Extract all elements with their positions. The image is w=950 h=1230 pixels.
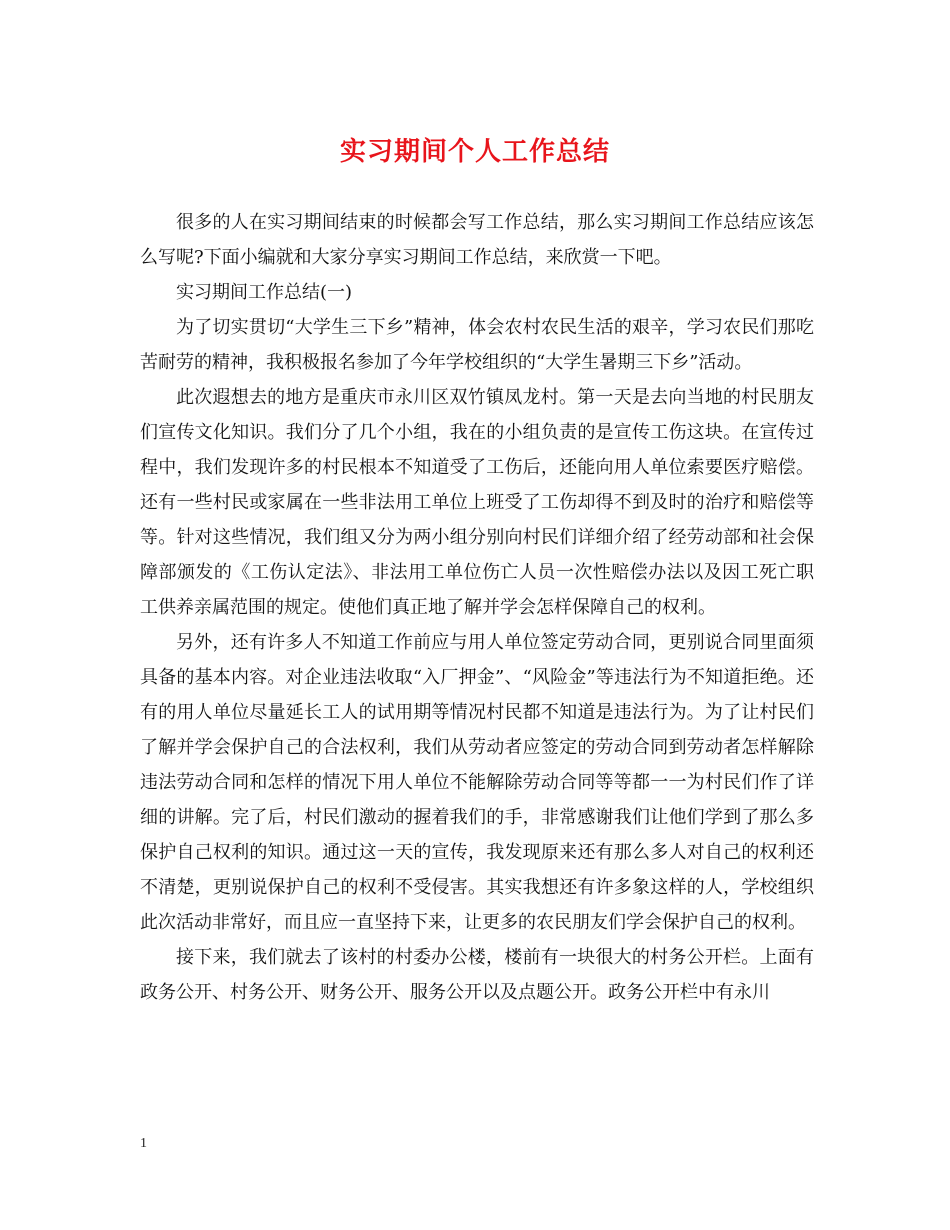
- paragraph: 为了切实贯切“大学生三下乡”精神，体会农村农民生活的艰辛，学习农民们那吃苦耐劳的精神，我积极报名参加了今年学校组织的“大学生暑期三下乡”活动。: [140, 317, 814, 373]
- paragraph: 此次遐想去的地方是重庆市永川区双竹镇凤龙村。第一天是去向当地的村民朋友们宣传文化知识。我们分了几个小组，我在的小组负责的是宣传工伤这块。在宣传过程中，我们发现许多的村民根本不知道受了工伤后，还能向用人单位索要医疗赔偿。还有一些村民或家属在一些非法用工单位上班受了工伤却得不到及时的治疗和赔偿等等。针对这些情况，我们组又分为两小组分别向村民们详细介绍了经劳动部和社会保障部颁发的《工伤认定法》、非法用工单位伤亡人员一次性赔偿办法以及因工死亡职工供养亲属范围的规定。使他们真正地了解并学会怎样保障自己的权利。: [140, 387, 814, 618]
- document-title: 实习期间个人工作总结: [339, 137, 610, 167]
- paragraph: 另外，还有许多人不知道工作前应与用人单位签定劳动合同，更别说合同里面须具备的基本内容。对企业违法收取“入厂押金”、“风险金”等违法行为不知道拒绝。还有的用人单位尽量延长工人的试用期等情况村民都不知道是违法行为。为了让村民们了解并学会保护自己的合法权利，我们从劳动者应签定的劳动合同到劳动者怎样解除违法劳动合同和怎样的情况下用人单位不能解除劳动合同等等都一一为村民们作了详细的讲解。完了后，村民们激动的握着我们的手，非常感谢我们让他们学到了那么多保护自己权利的知识。通过这一天的宣传，我发现原来还有那么多人对自己的权利还不清楚，更别说保护自己的权利不受侵害。其实我想还有许多象这样的人，学校组织此次活动非常好，而且应一直坚持下来，让更多的农民朋友们学会保护自己的权利。: [140, 632, 814, 933]
- paragraph: 接下来，我们就去了该村的村委办公楼，楼前有一块很大的村务公开栏。上面有政务公开、村务公开、财务公开、服务公开以及点题公开。政务公开栏中有永川: [140, 947, 814, 1003]
- page-number: 1: [140, 1136, 147, 1151]
- paragraph-intro: 很多的人在实习期间结束的时候都会写工作总结，那么实习期间工作总结应该怎么写呢?下面小编就和大家分享实习期间工作总结，来欣赏一下吧。: [140, 212, 814, 268]
- document-body: [140, 205, 814, 1010]
- section-heading: 实习期间工作总结(一): [176, 282, 353, 303]
